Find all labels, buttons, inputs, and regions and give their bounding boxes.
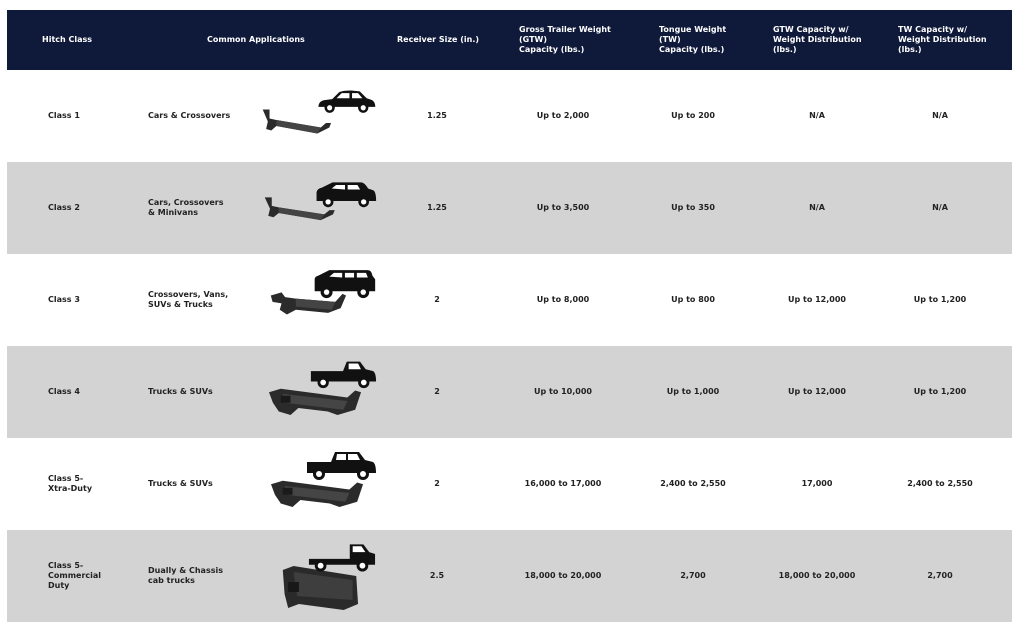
tw-cell: Up to 350 xyxy=(671,203,715,212)
tw-wd-cell: 2,400 to 2,550 xyxy=(907,479,973,488)
applications-cell: Trucks & SUVs xyxy=(148,479,213,488)
tw-cell: 2,400 to 2,550 xyxy=(660,479,726,488)
receiver-size-cell: 2.5 xyxy=(429,571,445,580)
hitch-class-table xyxy=(7,10,1012,622)
hitch-class-cell: Class 5- Xtra-Duty xyxy=(48,474,93,493)
gtw-wd-cell: 18,000 to 20,000 xyxy=(778,571,856,580)
gtw-cell: 18,000 to 20,000 xyxy=(524,571,602,580)
table-row-3 xyxy=(7,254,1012,346)
header-hitch-class: Hitch Class xyxy=(42,35,93,44)
illustration xyxy=(247,70,377,162)
header-gtw-wd: GTW Capacity w/ Weight Distribution (lbs.) xyxy=(773,25,862,54)
receiver-size-cell: 2 xyxy=(434,387,440,396)
receiver-size-cell: 2 xyxy=(434,295,440,304)
table-header xyxy=(7,10,1012,70)
illustration xyxy=(247,162,377,254)
hitch-class-cell: Class 5- Commercial Duty xyxy=(48,561,102,590)
illustration xyxy=(247,254,377,346)
applications-cell: Dually & Chassis cab trucks xyxy=(148,566,223,585)
gtw-wd-cell: Up to 12,000 xyxy=(788,295,846,304)
receiver-size-cell: 1.25 xyxy=(427,203,447,212)
tw-wd-cell: N/A xyxy=(932,203,948,212)
sedan-icon xyxy=(315,86,377,114)
gtw-wd-cell: N/A xyxy=(809,111,825,120)
crew-pickup-icon xyxy=(305,448,377,480)
illustration xyxy=(247,438,377,530)
table-row-4 xyxy=(7,346,1012,438)
gtw-wd-cell: N/A xyxy=(809,203,825,212)
suv-icon xyxy=(311,267,377,299)
pickup-icon xyxy=(309,357,377,389)
gtw-cell: Up to 3,500 xyxy=(536,203,590,212)
gtw-cell: Up to 8,000 xyxy=(536,295,590,304)
crossover-icon xyxy=(313,178,377,208)
applications-cell: Crossovers, Vans, SUVs & Trucks xyxy=(148,290,229,309)
receiver-size-cell: 2 xyxy=(434,479,440,488)
gtw-cell: Up to 10,000 xyxy=(534,387,592,396)
gtw-cell: Up to 2,000 xyxy=(536,111,590,120)
gtw-wd-cell: 17,000 xyxy=(801,479,833,488)
header-tw: Tongue Weight (TW) Capacity (lbs.) xyxy=(659,25,727,54)
hitch-class-cell: Class 3 xyxy=(48,295,80,304)
gtw-cell: 16,000 to 17,000 xyxy=(524,479,602,488)
tw-wd-cell: Up to 1,200 xyxy=(913,387,967,396)
hitch-class-cell: Class 4 xyxy=(48,387,80,396)
gtw-wd-cell: Up to 12,000 xyxy=(788,387,846,396)
header-receiver-size: Receiver Size (in.) xyxy=(397,35,480,44)
receiver-size-cell: 1.25 xyxy=(427,111,447,120)
header-gtw: Gross Trailer Weight (GTW) Capacity (lbs.) xyxy=(519,25,611,54)
applications-cell: Cars, Crossovers & Minivans xyxy=(148,198,224,217)
applications-cell: Cars & Crossovers xyxy=(148,111,231,120)
flatbed-truck-icon xyxy=(307,540,377,572)
tw-cell: Up to 800 xyxy=(671,295,715,304)
table-row-6 xyxy=(7,530,1012,622)
tw-wd-cell: 2,700 xyxy=(927,571,953,580)
header-applications: Common Applications xyxy=(207,35,305,44)
hitch-class-cell: Class 1 xyxy=(48,111,80,120)
tw-wd-cell: Up to 1,200 xyxy=(913,295,967,304)
tw-cell: Up to 200 xyxy=(671,111,715,120)
hitch-class-cell: Class 2 xyxy=(48,203,80,212)
illustration xyxy=(247,530,377,622)
table-row-5 xyxy=(7,438,1012,530)
tw-cell: Up to 1,000 xyxy=(666,387,720,396)
header-tw-wd: TW Capacity w/ Weight Distribution (lbs.) xyxy=(898,25,987,54)
illustration xyxy=(247,346,377,438)
tw-wd-cell: N/A xyxy=(932,111,948,120)
table-row-1 xyxy=(7,70,1012,162)
applications-cell: Trucks & SUVs xyxy=(148,387,213,396)
table-row-2 xyxy=(7,162,1012,254)
tw-cell: 2,700 xyxy=(680,571,706,580)
